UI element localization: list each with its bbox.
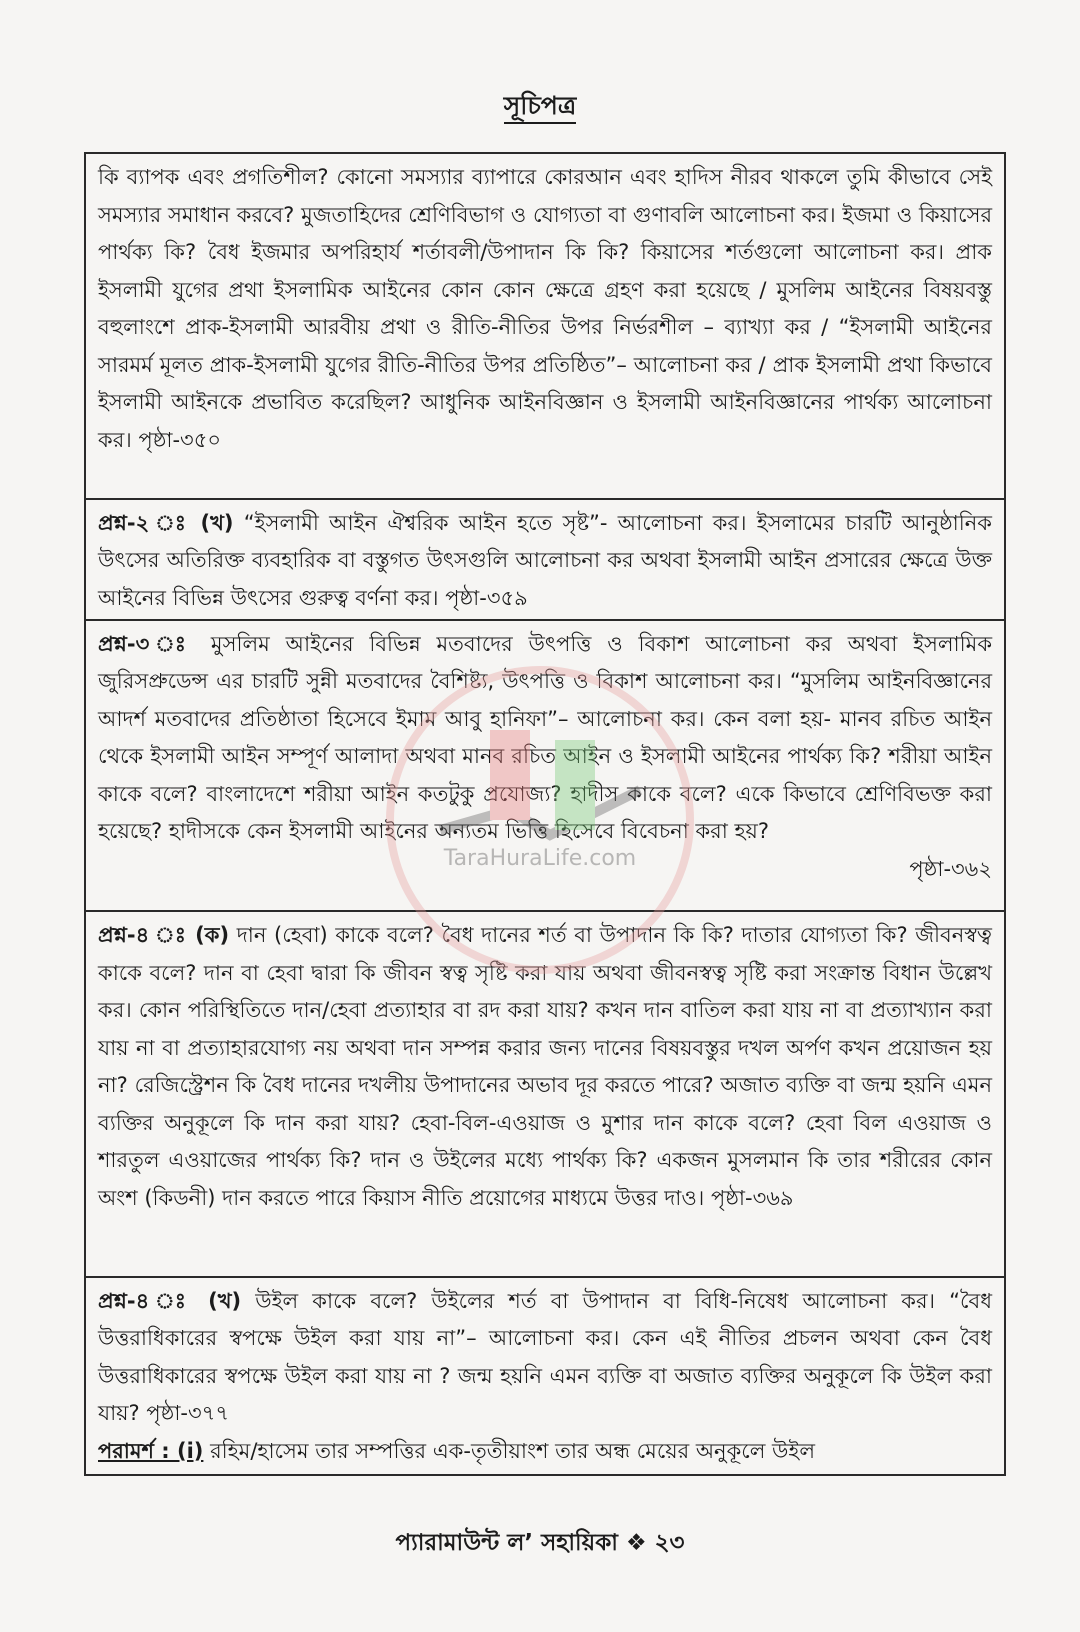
entry-text: দান (হেবা) কাকে বলে? বৈধ দানের শর্ত বা উপাদান কি কি? দাতার যোগ্যতা কি? জীবনস্বত্ব কাকে বলে? দান বা হেবা দ্বারা কি জীবন স্বত্ব সৃষ্টি করা যায় অথবা জীবনস্বত্ব সৃষ্টি করা সংক্রান্ত বিধান উল্লেখ কর। কোন পরিস্থিতিতে দান/হেবা প্রত্যাহার বা রদ করা যায়? কখন দান বাতিল করা যায় না বা প্রত্যাখ্যান করা যায় না বা প্রত্যাহারযোগ্য নয় অথবা দান সম্পন্ন করার জন্য দানের বিষয়বস্তুর দখল অর্পণ কখন প্রয়োজন হয় না? রেজিস্ট্রেশন কি বৈধ দানের দখলীয় উপাদানের অভাব দূর করতে পারে? অজাত ব্যক্তি বা জন্ম হয়নি এমন ব্যক্তির অনুকূলে কি দান করা যায়? হেবা-বিল-এওয়াজ ও মুশার দান কাকে বলে? হেবা বিল এওয়াজ ও শারতুল এওয়াজের পার্থক্য কি? দান ও উইলের মধ্যে পার্থক্য কি? একজন মুসলমান কি তার শরীরের কোন অংশ (কিডনী) দান করতে পারে কিয়াস নীতি প্রয়োগের মাধ্যমে উত্তর দাও। bbox=[98, 923, 992, 1210]
page-reference: পৃষ্ঠা-৩৬৯ bbox=[711, 1185, 794, 1210]
advice-label: পরামর্শ : (i) bbox=[98, 1438, 204, 1463]
toc-entry bbox=[86, 154, 1004, 500]
watermark-text: TaraHuraLife.com bbox=[443, 846, 637, 871]
toc-entry bbox=[86, 500, 1004, 621]
page-title-text: সূচিপত্র bbox=[504, 91, 577, 124]
entry-text: উইল কাকে বলে? উইলের শর্ত বা উপাদান বা বিধি-নিষেধ আলোচনা কর। “বৈধ উত্তরাধিকারের স্বপক্ষে উইল করা যায় না”– আলোচনা কর। কেন এই নীতির প্রচলন অথবা কেন বৈধ উত্তরাধিকারের স্বপক্ষে উইল করা যায় না ? জন্ম হয়নি এমন ব্যক্তি বা অজাত ব্যক্তির অনুকূলে কি উইল করা যায়? bbox=[98, 1288, 992, 1425]
entry-text: “ইসলামী আইন ঐশ্বরিক আইন হতে সৃষ্ট”- আলোচনা কর। ইসলামের চারটি আনুষ্ঠানিক উৎসের অতিরিক্ত ব্যবহারিক বা বস্তুগত উৎসগুলি আলোচনা কর অথবা ইসলামী আইন প্রসারের ক্ষেত্রে উক্ত আইনের বিভিন্ন উৎসের গুরুত্ব বর্ণনা কর। bbox=[98, 510, 992, 610]
toc-entry bbox=[86, 912, 1004, 1277]
question-label: প্রশ্ন-৪ ঃ (খ) bbox=[98, 1288, 242, 1313]
advice-text: রহিম/হাসেম তার সম্পত্তির এক-তৃতীয়াংশ তার অন্ধ মেয়ের অনুকূলে উইল bbox=[210, 1438, 815, 1463]
page-reference: পৃষ্ঠা-৩৫০ bbox=[138, 427, 221, 452]
question-label: প্রশ্ন-২ ঃ (খ) bbox=[98, 510, 234, 535]
question-label: প্রশ্ন-৪ ঃ (ক) bbox=[98, 923, 230, 948]
toc-table bbox=[84, 152, 1006, 1476]
page-reference: পৃষ্ঠা-৩৬২ bbox=[909, 856, 992, 881]
entry-text: কি ব্যাপক এবং প্রগতিশীল? কোনো সমস্যার ব্যাপারে কোরআন এবং হাদিস নীরব থাকলে তুমি কীভাবে সেই সমস্যার সমাধান করবে? মুজতাহিদের শ্রেণিবিভাগ ও যোগ্যতা বা গুণাবলি আলোচনা কর। ইজমা ও কিয়াসের পার্থক্য কি? বৈধ ইজমার অপরিহার্য শর্তাবলী/উপাদান কি কি? কিয়াসের শর্তগুলো আলোচনা কর। প্রাক ইসলামী যুগের প্রথা ইসলামিক আইনের কোন কোন ক্ষেত্রে গ্রহণ করা হয়েছে / মুসলিম আইনের বিষয়বস্তু বহুলাংশে প্রাক-ইসলামী আরবীয় প্রথা ও রীতি-নীতির উপর নির্ভরশীল – ব্যাখ্যা কর / “ইসলামী আইনের সারমর্ম মূলত প্রাক-ইসলামী যুগের রীতি-নীতির উপর প্রতিষ্ঠিত”– আলোচনা কর / প্রাক ইসলামী প্রথা কিভাবে ইসলামী আইনকে প্রভাবিত করেছিল? আধুনিক আইনবিজ্ঞান ও ইসলামী আইনবিজ্ঞানের পার্থক্য আলোচনা কর। bbox=[98, 165, 992, 452]
toc-entry bbox=[86, 621, 1004, 913]
toc-entry bbox=[86, 1278, 1004, 1475]
page-title bbox=[0, 86, 1080, 129]
question-label: প্রশ্ন-৩ ঃ bbox=[98, 631, 196, 656]
page-footer: প্যারামাউন্ট ল’ সহায়িকা ❖ ২৩ bbox=[395, 1530, 685, 1556]
page-reference: পৃষ্ঠা-৩৭৭ bbox=[146, 1401, 229, 1425]
entry-text: মুসলিম আইনের বিভিন্ন মতবাদের উৎপত্তি ও বিকাশ আলোচনা কর অথবা ইসলামিক জুরিসপ্রুডেন্স এর চারটি সুন্নী মতবাদের বৈশিষ্ট্য, উৎপত্তি ও বিকাশ আলোচনা কর। “মুসলিম আইনবিজ্ঞানের আদর্শ মতবাদের প্রতিষ্ঠাতা হিসেবে ইমাম আবু হানিফা”– আলোচনা কর। কেন বলা হয়- মানব রচিত আইন থেকে ইসলামী আইন সম্পূর্ণ আলাদা অথবা মানব রচিত আইন ও ইসলামী আইনের পার্থক্য কি? শরীয়া আইন কাকে বলে? বাংলাদেশে শরীয়া আইন কতটুকু প্রযোজ্য? হাদীস কাকে বলে? একে কিভাবে শ্রেণিবিভক্ত করা হয়েছে? হাদীসকে কেন ইসলামী আইনের অন্যতম ভিত্তি হিসেবে বিবেচনা করা হয়? bbox=[98, 631, 993, 844]
page-reference: পৃষ্ঠা-৩৫৯ bbox=[445, 585, 528, 610]
